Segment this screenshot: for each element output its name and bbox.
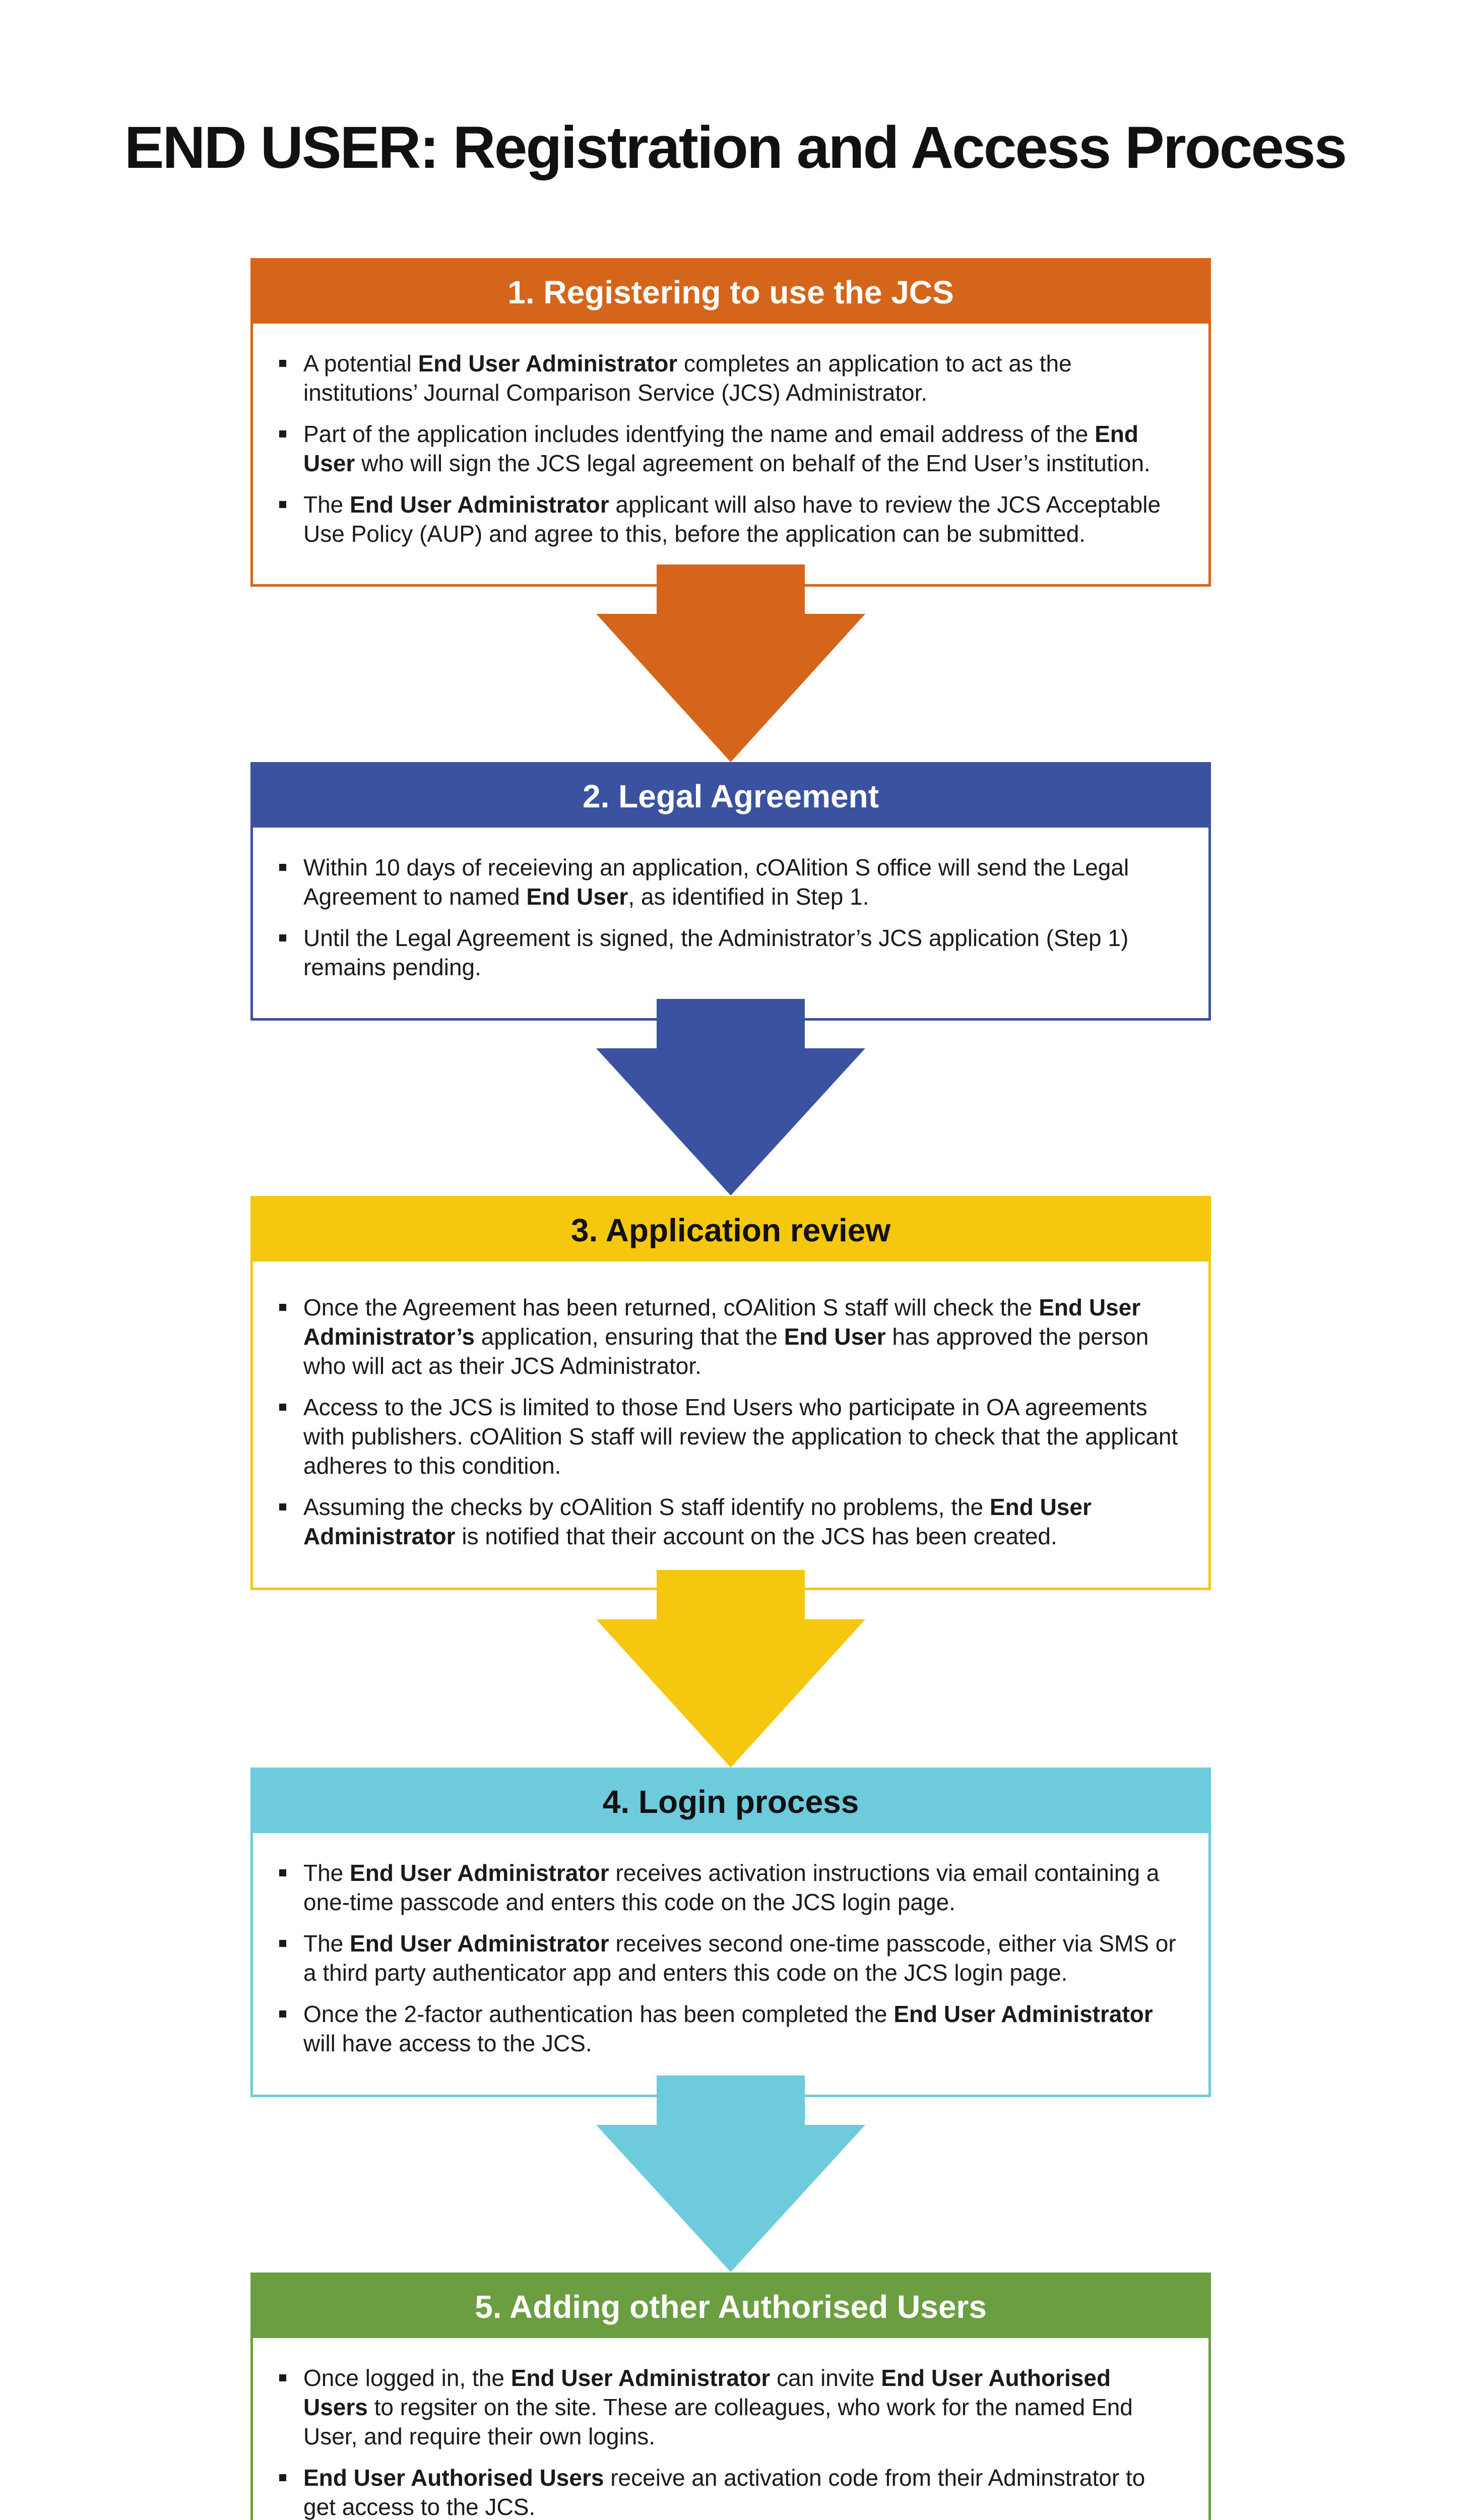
bullet-text: has approved the person who will act as their JCS Administrator.: [303, 1324, 1149, 1379]
bold-term: End User: [526, 884, 628, 910]
bold-term: End User: [784, 1324, 886, 1350]
bullet-item: [303, 923, 1178, 982]
bold-term: End User Administrator: [303, 1494, 1092, 1549]
bold-term: End User Administrator: [510, 2365, 771, 2391]
arrow-down-2: [596, 999, 865, 1195]
bold-term: End User Authorised Users: [303, 2365, 1111, 2420]
bullet-text: completes an application to act as the institutions’ Journal Comparison Service (JCS) Administrator.: [303, 350, 1072, 406]
bold-term: End User Administrator: [350, 1860, 609, 1886]
bullet-item: [303, 1293, 1178, 1380]
bullet-text: The: [303, 1930, 350, 1957]
bullet-item: [303, 1858, 1178, 1917]
bold-term: End User Administrator: [418, 350, 678, 376]
bold-term: End User Administrator: [350, 1930, 609, 1957]
bullet-text: A potential: [303, 350, 418, 376]
bold-term: End User: [303, 421, 1138, 476]
arrow-down-4: [596, 2075, 865, 2272]
step-5-bullets: [303, 2363, 1178, 2520]
bullet-text: who will sign the JCS legal agreement on behalf of the End User’s institution.: [355, 450, 1151, 476]
bullet-item: [303, 1929, 1178, 1987]
step-3-heading: 3. Application review: [253, 1199, 1208, 1262]
step-2-box: [250, 762, 1211, 1021]
arrow-down-1: [596, 564, 865, 762]
bullet-text: Once the 2-factor authentication has been completed the: [303, 2001, 894, 2027]
step-2-bullets: [303, 853, 1178, 982]
bullet-text: Within 10 days of receieving an application, cOAlition S office will send the Legal Agreement to named: [303, 854, 1129, 910]
page-title: END USER: Registration and Access Process: [124, 114, 1346, 181]
bullet-text: application, ensuring that the: [474, 1324, 784, 1350]
bullet-item: [303, 1492, 1178, 1551]
bullet-text: Assuming the checks by cOAlition S staff identify no problems, the: [303, 1494, 990, 1520]
step-1-bullets: [303, 349, 1178, 548]
step-3-bullets: [303, 1293, 1178, 1551]
bullet-text: Part of the application includes identfying the name and email address of the: [303, 421, 1095, 447]
bullet-text: Access to the JCS is limited to those End Users who participate in OA agreements with publishers. cOAlition S staff will review the application to check that the applicant adheres to this condition.: [303, 1394, 1178, 1479]
bullet-item: [303, 1999, 1178, 2058]
bullet-item: [303, 490, 1178, 548]
bold-term: End User Administrator: [893, 2001, 1153, 2027]
bullet-text: will have access to the JCS.: [303, 2030, 592, 2056]
bullet-item: [303, 419, 1178, 478]
bullet-text: Once the Agreement has been returned, cOAlition S staff will check the: [303, 1294, 1039, 1320]
step-4-heading: 4. Login process: [253, 1770, 1208, 1833]
bullet-text: to regsiter on the site. These are colleagues, who work for the named End User, and require their own logins.: [303, 2394, 1133, 2449]
bullet-item: [303, 2463, 1178, 2520]
bullet-text: receives second one-time passcode, either via SMS or a third party authenticator app and enters this code on the JCS login page.: [303, 1930, 1176, 1986]
bold-term: End User Authorised Users: [303, 2465, 604, 2491]
step-1-heading: 1. Registering to use the JCS: [253, 261, 1208, 324]
step-5-heading: 5. Adding other Authorised Users: [253, 2275, 1208, 2338]
bold-term: End User Administrator’s: [303, 1294, 1141, 1350]
bullet-text: The: [303, 1860, 350, 1886]
bullet-text: The: [303, 491, 350, 518]
bold-term: End User Administrator: [350, 491, 609, 518]
step-1-box: [250, 258, 1211, 587]
bullet-item: [303, 2363, 1178, 2451]
bullet-text: can invite: [770, 2365, 881, 2391]
bullet-item: [303, 853, 1178, 911]
bullet-text: is notified that their account on the JCS has been created.: [455, 1523, 1057, 1549]
bullet-text: Once logged in, the: [303, 2365, 511, 2391]
bullet-text: receive an activation code from their Adminstrator to get access to the JCS.: [303, 2465, 1145, 2520]
bullet-item: [303, 1393, 1178, 1480]
bullet-text: Until the Legal Agreement is signed, the Administrator’s JCS application (Step 1) remains pending.: [303, 925, 1129, 980]
bullet-text: receives activation instructions via email containing a one-time passcode and enters this code on the JCS login page.: [303, 1860, 1160, 1915]
step-3-box: [250, 1196, 1211, 1590]
bullet-text: , as identified in Step 1.: [628, 884, 869, 910]
step-4-box: [250, 1768, 1211, 2097]
bullet-item: [303, 349, 1178, 407]
step-2-heading: 2. Legal Agreement: [253, 765, 1208, 828]
arrow-down-3: [596, 1570, 865, 1768]
bullet-text: applicant will also have to review the JCS Acceptable Use Policy (AUP) and agree to this, before the application can be submitted.: [303, 491, 1161, 547]
step-5-box: [250, 2273, 1211, 2520]
step-4-bullets: [303, 1858, 1178, 2058]
